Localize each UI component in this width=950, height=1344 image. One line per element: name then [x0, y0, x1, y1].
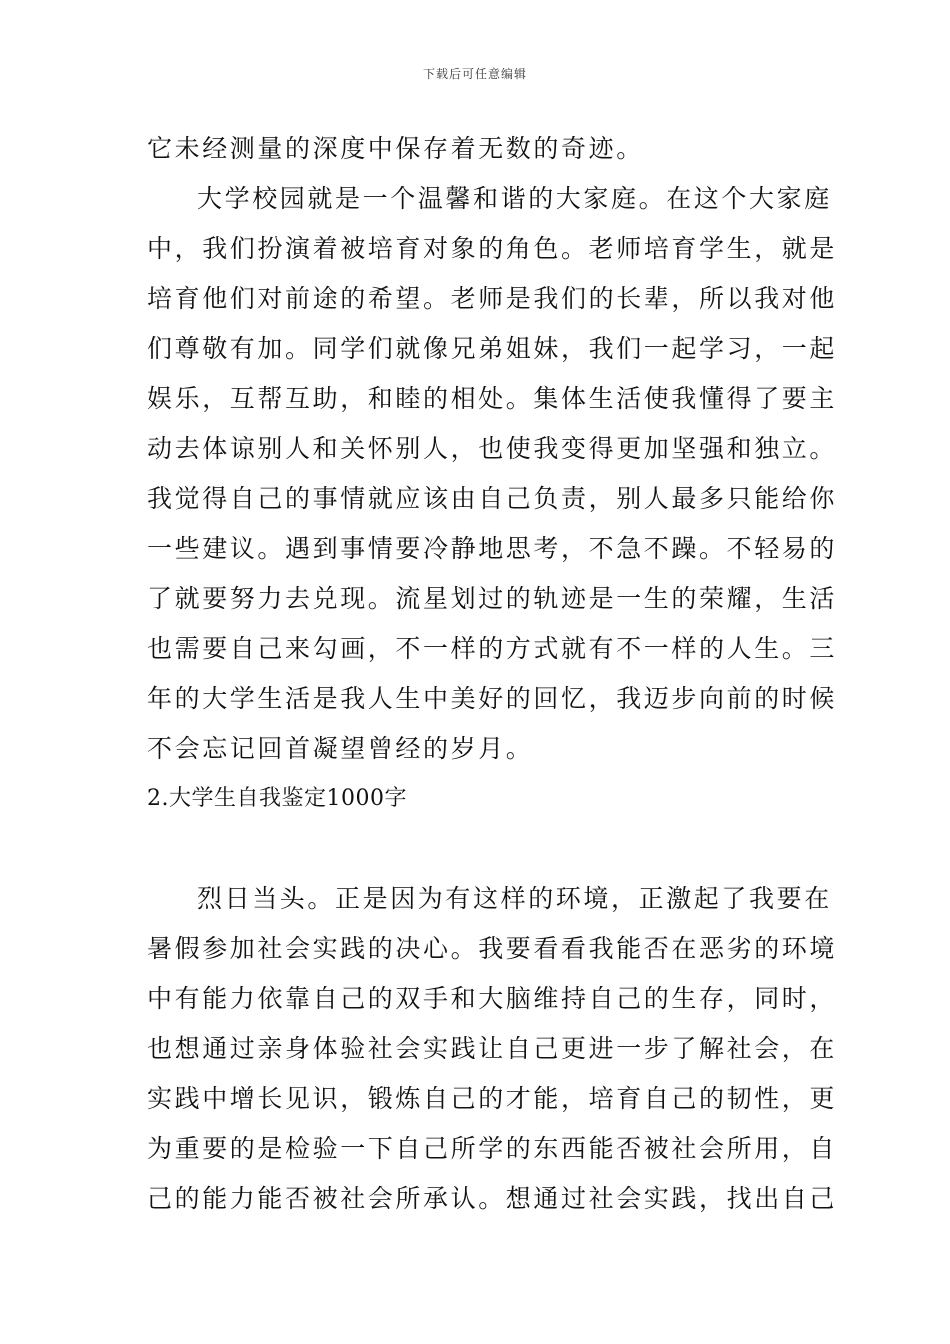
- paragraph-line: 也想通过亲身体验社会实践让自己更进一步了解社会，在: [147, 1034, 838, 1063]
- paragraph-line: 为重要的是检验一下自己所学的东西能否被社会所用，自: [147, 1134, 838, 1163]
- paragraph-line: 年的大学生活是我人生中美好的回忆，我迈步向前的时候: [147, 684, 838, 713]
- paragraph-line: 我觉得自己的事情就应该由自己负责，别人最多只能给你: [147, 484, 838, 513]
- section-heading: 2.大学生自我鉴定1000字: [147, 786, 407, 811]
- paragraph-line: 了就要努力去兑现。流星划过的轨迹是一生的荣耀，生活: [147, 584, 838, 613]
- paragraph-line: 们尊敬有加。同学们就像兄弟姐妹，我们一起学习，一起: [147, 334, 838, 363]
- paragraph-line: 娱乐，互帮互助，和睦的相处。集体生活使我懂得了要主: [147, 384, 838, 413]
- paragraph-line: 暑假参加社会实践的决心。我要看看我能否在恶劣的环境: [147, 934, 838, 963]
- paragraph-line: 动去体谅别人和关怀别人，也使我变得更加坚强和独立。: [147, 434, 838, 463]
- paragraph-line: 中有能力依靠自己的双手和大脑维持自己的生存，同时，: [147, 984, 838, 1013]
- paragraph-line: 己的能力能否被社会所承认。想通过社会实践，找出自己: [147, 1184, 838, 1213]
- paragraph-line: 烈日当头。正是因为有这样的环境，正激起了我要在: [197, 884, 832, 913]
- paragraph-line: 大学校园就是一个温馨和谐的大家庭。在这个大家庭: [197, 184, 832, 213]
- paragraph-line: 一些建议。遇到事情要冷静地思考，不急不躁。不轻易的: [147, 534, 838, 563]
- paragraph-line: 实践中增长见识，锻炼自己的才能，培育自己的韧性，更: [147, 1084, 838, 1113]
- paragraph-line: 培育他们对前途的希望。老师是我们的长辈，所以我对他: [147, 284, 838, 313]
- paragraph-line: 它未经测量的深度中保存着无数的奇迹。: [147, 134, 644, 163]
- paragraph-line: 也需要自己来勾画，不一样的方式就有不一样的人生。三: [147, 634, 838, 663]
- paragraph-line: 中，我们扮演着被培育对象的角色。老师培育学生，就是: [147, 234, 838, 263]
- page-header: 下载后可任意编辑: [422, 67, 527, 81]
- paragraph-line: 不会忘记回首凝望曾经的岁月。: [147, 734, 534, 763]
